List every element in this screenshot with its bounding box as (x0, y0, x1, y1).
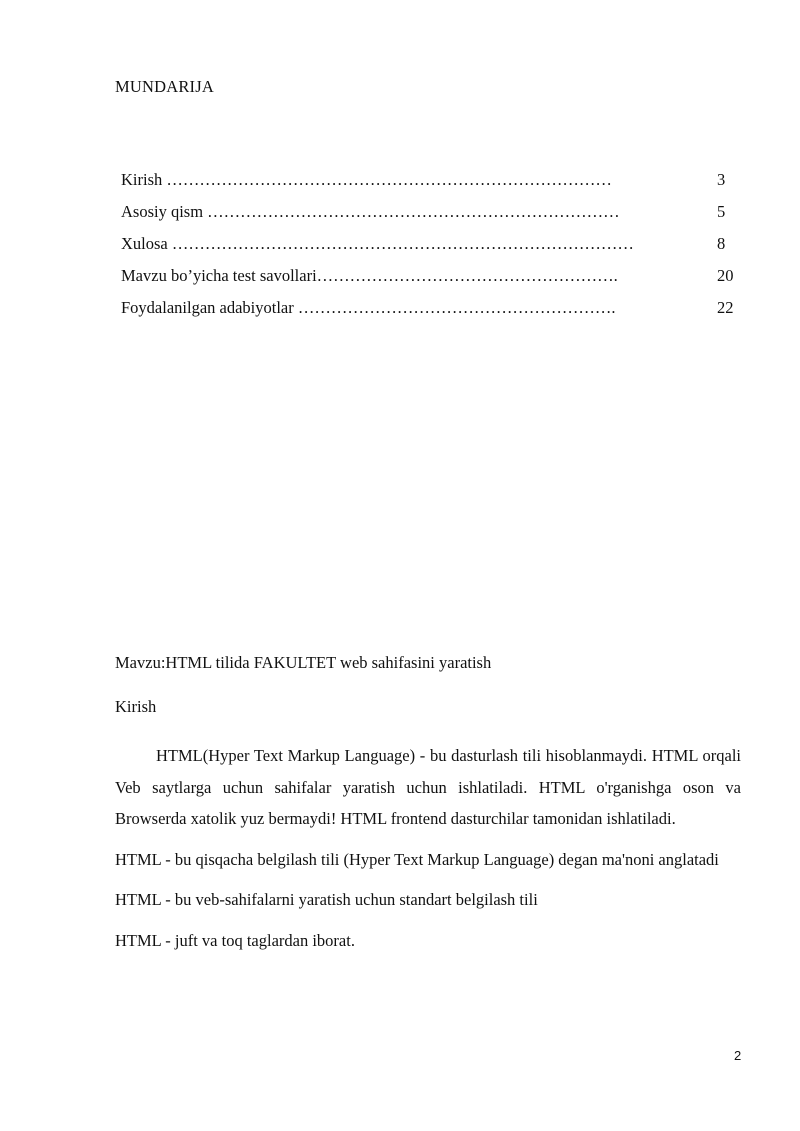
document-body (115, 652, 741, 965)
toc-entry-label: Foydalanilgan adabiyotlar …………………………………………………. (121, 298, 616, 317)
toc-entry[interactable] (121, 297, 741, 329)
toc-entry[interactable] (121, 201, 741, 233)
toc-entry-label: Xulosa ………………………………………………………………………… (121, 234, 634, 253)
body-paragraph: HTML(Hyper Text Markup Language) - bu dasturlash tili hisoblanmaydi. HTML orqali Veb saytlarga uchun sahifalar yaratish uchun ishlatiladi. HTML o'rganishga oson va Browserda xatolik yuz bermaydi! HTML frontend dasturchilar tamonidan ishlatiladi. (115, 746, 741, 828)
toc-entry-page: 20 (717, 266, 734, 285)
toc-entry-label: Kirish ……………………………………………………………………… (121, 170, 612, 189)
toc-title: MUNDARIJA (115, 77, 214, 96)
toc-entry-page: 5 (717, 202, 726, 221)
toc-entry-page: 22 (717, 298, 734, 317)
toc-entry-page: 8 (717, 234, 726, 253)
toc-entry[interactable] (121, 265, 741, 297)
toc-entry[interactable] (121, 169, 741, 201)
body-paragraph: HTML - juft va toq taglardan iborat. (115, 930, 355, 950)
toc-entry-page: 3 (717, 170, 726, 189)
topic-line: Mavzu:HTML tilida FAKULTET web sahifasini yaratish (115, 653, 492, 672)
body-paragraph: HTML - bu veb-sahifalarni yaratish uchun standart belgilash tili (115, 890, 538, 909)
section-heading: Kirish (115, 697, 157, 716)
toc-entry-label: Mavzu bo’yicha test savollari………………………………………………. (121, 266, 618, 285)
toc-entry[interactable] (121, 233, 741, 265)
toc-entry-label: Asosiy qism ………………………………………………………………… (121, 202, 620, 221)
page-number: 2 (734, 1048, 742, 1063)
table-of-contents (121, 169, 741, 329)
body-paragraph: HTML - bu qisqacha belgilash tili (Hyper Text Markup Language) degan ma'noni anglatadi (115, 849, 719, 869)
